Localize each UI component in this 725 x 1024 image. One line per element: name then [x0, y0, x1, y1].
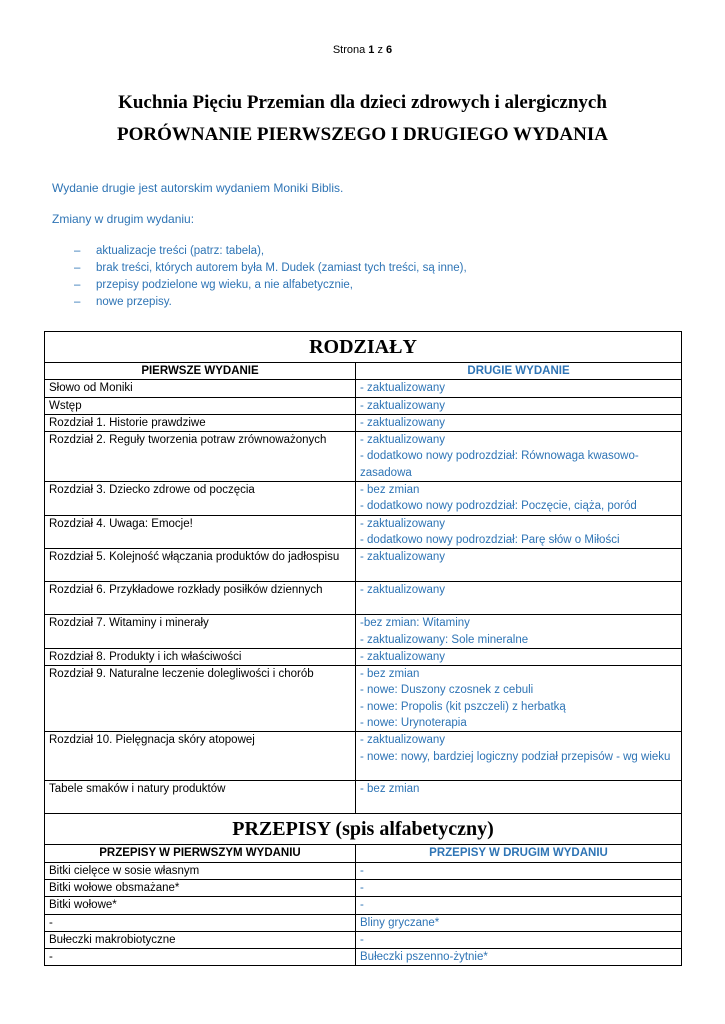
page-current: 1 — [368, 44, 375, 56]
chapter-first-edition: Rozdział 1. Historie prawdziwe — [45, 414, 356, 431]
recipes-col-first: PRZEPISY W PIERWSZYM WYDANIU — [45, 845, 356, 862]
chapter-row — [45, 615, 682, 649]
chapter-first-edition: Słowo od Moniki — [45, 380, 356, 397]
comparison-table — [44, 331, 682, 966]
chapter-first-edition: Rozdział 4. Uwaga: Emocje! — [45, 515, 356, 549]
chapter-first-edition: Rozdział 9. Naturalne leczenie dolegliwości i chorób — [45, 666, 356, 732]
chapter-row — [45, 582, 682, 615]
chapter-second-edition — [356, 397, 682, 414]
change-note: - zaktualizowany — [360, 650, 446, 663]
chapter-first-edition: Rozdział 8. Produkty i ich właściwości — [45, 648, 356, 665]
chapter-first-edition: Wstęp — [45, 397, 356, 414]
intro-text: Wydanie drugie jest autorskim wydaniem Moniki Biblis. — [52, 181, 344, 195]
chapter-row — [45, 482, 682, 516]
chapter-second-edition — [356, 732, 682, 781]
change-note: - dodatkowo nowy podrozdział: Równowaga kwasowo-zasadowa — [360, 450, 639, 479]
recipe-first-edition: - — [45, 949, 356, 966]
recipe-first-edition: Bitki cielęce w sosie własnym — [45, 862, 356, 879]
recipe-second-edition: - — [356, 879, 682, 896]
chapters-col-first: PIERWSZE WYDANIE — [45, 363, 356, 380]
chapter-row — [45, 549, 682, 582]
change-item: – brak treści, których autorem była M. Dudek (zamiast tych treści, są inne), — [74, 260, 467, 277]
recipe-row — [45, 897, 682, 914]
change-note: - zaktualizowany: Sole mineralne — [360, 633, 529, 646]
recipe-first-edition: - — [45, 914, 356, 931]
change-note: - zaktualizowany — [360, 434, 446, 447]
chapter-first-edition: Rozdział 3. Dziecko zdrowe od poczęcia — [45, 482, 356, 516]
recipe-second-edition: Bliny gryczane* — [356, 914, 682, 931]
recipe-first-edition: Bitki wołowe obsmażane* — [45, 879, 356, 896]
chapter-second-edition — [356, 432, 682, 482]
changes-title: Zmiany w drugim wydaniu: — [52, 212, 195, 226]
chapters-heading: RODZIAŁY — [45, 332, 682, 363]
change-item: – aktualizacje treści (patrz: tabela), — [74, 243, 467, 260]
change-note: - zaktualizowany — [360, 584, 446, 597]
chapter-second-edition — [356, 615, 682, 649]
chapter-first-edition: Tabele smaków i natury produktów — [45, 781, 356, 814]
chapter-second-edition — [356, 582, 682, 615]
change-note: - zaktualizowany — [360, 734, 446, 747]
chapter-row — [45, 781, 682, 814]
change-item: – przepisy podzielone wg wieku, a nie alfabetycznie, — [74, 277, 467, 294]
chapter-row — [45, 380, 682, 397]
changes-list — [74, 243, 467, 311]
page-number-prefix: Strona — [332, 44, 366, 56]
recipes-col-second: PRZEPISY W DRUGIM WYDANIU — [356, 845, 682, 862]
recipe-second-edition: Bułeczki pszenno-żytnie* — [356, 949, 682, 966]
change-note: - zaktualizowany — [360, 382, 446, 395]
change-note: -bez zmian: Witaminy — [360, 617, 470, 630]
change-note: - nowe: Duszony czosnek z cebuli — [360, 684, 534, 697]
chapter-second-edition — [356, 515, 682, 549]
recipes-heading: PRZEPISY (spis alfabetyczny) — [45, 814, 682, 845]
chapter-first-edition: Rozdział 6. Przykładowe rozkłady posiłków dziennych — [45, 582, 356, 615]
chapters-section — [45, 332, 682, 814]
page-number — [0, 44, 725, 56]
change-note: - nowe: Propolis (kit pszczeli) z herbatką — [360, 700, 566, 713]
chapter-row — [45, 397, 682, 414]
recipe-row — [45, 879, 682, 896]
page-number-sep: z — [377, 44, 383, 56]
recipe-first-edition: Bitki wołowe* — [45, 897, 356, 914]
change-note: - nowe: nowy, bardziej logiczny podział przepisów - wg wieku — [360, 750, 671, 763]
recipe-second-edition: - — [356, 862, 682, 879]
chapter-row — [45, 732, 682, 781]
chapters-col-second: DRUGIE WYDANIE — [356, 363, 682, 380]
chapter-row — [45, 666, 682, 732]
change-note: - dodatkowo nowy podrozdział: Parę słów o Miłości — [360, 533, 620, 546]
chapter-row — [45, 648, 682, 665]
change-note: - zaktualizowany — [360, 416, 446, 429]
recipe-row — [45, 914, 682, 931]
change-note: - nowe: Urynoterapia — [360, 717, 467, 730]
page-total: 6 — [386, 44, 393, 56]
recipe-row — [45, 949, 682, 966]
recipe-second-edition: - — [356, 897, 682, 914]
change-note: - zaktualizowany — [360, 551, 446, 564]
chapter-second-edition — [356, 482, 682, 516]
recipe-row — [45, 862, 682, 879]
chapter-second-edition — [356, 648, 682, 665]
chapter-second-edition — [356, 666, 682, 732]
change-note: - bez zmian — [360, 484, 420, 497]
chapter-first-edition: Rozdział 7. Witaminy i minerały — [45, 615, 356, 649]
chapter-second-edition — [356, 414, 682, 431]
chapter-second-edition — [356, 549, 682, 582]
chapter-first-edition: Rozdział 2. Reguły tworzenia potraw zrównoważonych — [45, 432, 356, 482]
change-note: - zaktualizowany — [360, 517, 446, 530]
recipes-section — [45, 814, 682, 966]
recipe-second-edition: - — [356, 931, 682, 948]
chapter-row — [45, 432, 682, 482]
change-item: – nowe przepisy. — [74, 294, 467, 311]
change-note: - bez zmian — [360, 783, 420, 796]
chapter-second-edition — [356, 781, 682, 814]
change-note: - dodatkowo nowy podrozdział: Poczęcie, ciąża, poród — [360, 500, 637, 513]
document-subtitle: PORÓWNANIE PIERWSZEGO I DRUGIEGO WYDANIA — [117, 124, 608, 145]
chapter-row — [45, 414, 682, 431]
chapter-row — [45, 515, 682, 549]
change-note: - zaktualizowany — [360, 399, 446, 412]
recipe-first-edition: Bułeczki makrobiotyczne — [45, 931, 356, 948]
recipe-row — [45, 931, 682, 948]
chapter-first-edition: Rozdział 10. Pielęgnacja skóry atopowej — [45, 732, 356, 781]
chapter-second-edition — [356, 380, 682, 397]
change-note: - bez zmian — [360, 668, 420, 681]
chapter-first-edition: Rozdział 5. Kolejność włączania produktów do jadłospisu — [45, 549, 356, 582]
document-title: Kuchnia Pięciu Przemian dla dzieci zdrowych i alergicznych — [118, 92, 607, 113]
